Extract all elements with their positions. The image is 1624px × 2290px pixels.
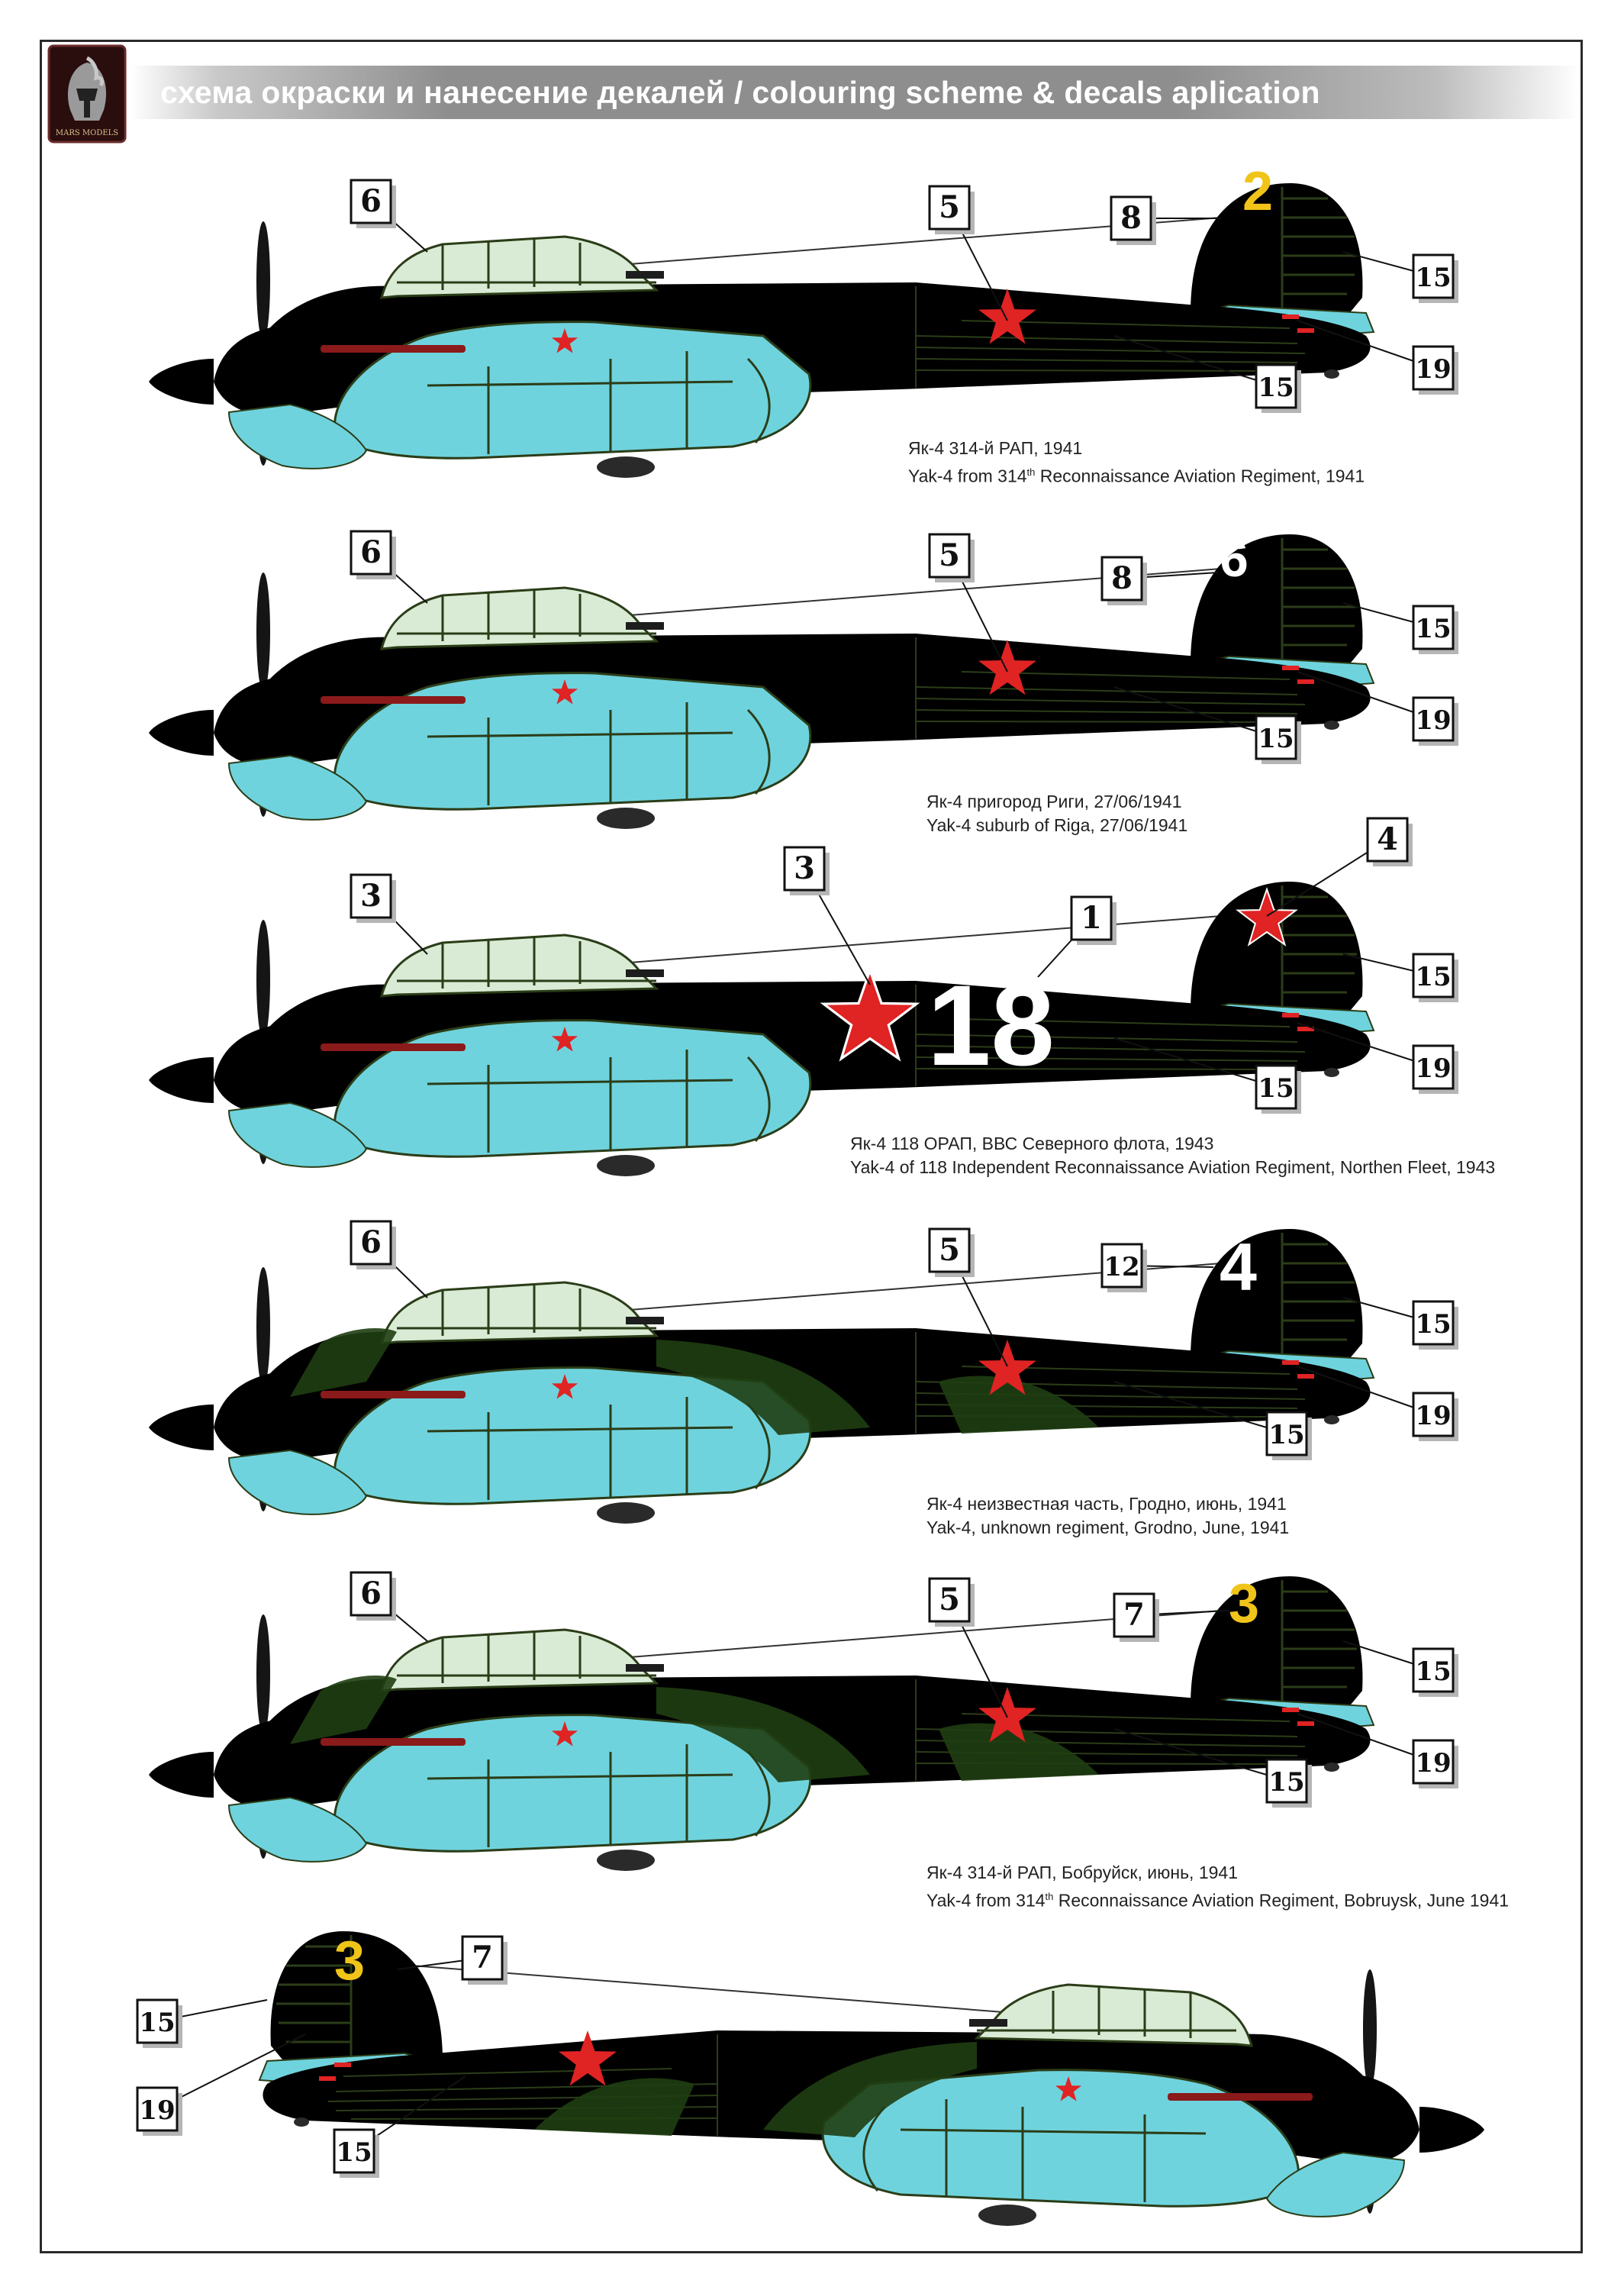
callout-number: 6 [360,1576,382,1611]
caption-en: Yak-4 of 118 Independent Reconnaissance Aviation Regiment, Northen Fleet, 1943 [850,1157,1496,1177]
callout-number: 1 [1081,900,1102,936]
fin-number-6: 3 [334,1930,366,1992]
callout-number: 19 [1415,1748,1452,1779]
caption-en: Yak-4 suburb of Riga, 27/06/1941 [926,815,1188,835]
caption-en: Yak-4, unknown regiment, Grodno, June, 1941 [926,1518,1290,1537]
aircraft-profile-5 [149,1573,1374,1871]
caption-ru: Як-4 314-й РАП, Бобруйск, июнь, 1941 [926,1863,1238,1882]
callout-number: 5 [939,1582,960,1618]
caption-profile-3 [850,1132,1495,1179]
callout-number: 8 [1120,200,1142,236]
callout-number: 7 [472,1940,493,1976]
fin-number: 4 [1220,1229,1257,1305]
callout-number: 15 [139,2008,176,2038]
callout-number: 19 [1415,1053,1452,1084]
fin-number: 3 [1229,1573,1260,1634]
callout-number: 5 [939,189,960,225]
callout-number: 8 [1111,560,1133,596]
fuselage-number: 18 [927,961,1055,1089]
callout-number: 15 [1258,724,1294,754]
logo-text: MARS MODELS [55,129,119,137]
callout-number: 15 [1415,1656,1452,1687]
aircraft-profile-4 [149,1229,1374,1524]
caption-ru: Як-4 314-й РАП, 1941 [908,438,1083,458]
caption-ru: Як-4 неизвестная часть, Гродно, июнь, 1941 [926,1494,1287,1514]
callout-number: 19 [1415,705,1452,736]
callout-number: 15 [336,2137,372,2168]
callout-number: 15 [1258,1073,1294,1104]
callout-number: 6 [360,183,382,219]
callout-number: 7 [1123,1597,1145,1633]
caption-ru: Як-4 пригород Риги, 27/06/1941 [926,792,1182,811]
callout-number: 3 [360,878,382,914]
callout-number: 6 [360,1224,382,1260]
callout-number: 5 [939,1232,960,1268]
caption-profile-4 [926,1492,1289,1540]
caption-profile-5 [926,1861,1509,1913]
callout-number: 15 [1415,263,1452,293]
aircraft-profile-1 [149,161,1374,478]
caption-en: Yak-4 from 314th Reconnaissance Aviation Regiment, 1941 [908,466,1365,486]
callout-number: 12 [1104,1252,1140,1282]
callout-number: 15 [1268,1420,1305,1450]
callout-number: 5 [939,537,960,573]
caption-profile-2 [926,790,1187,837]
callout-number: 15 [1415,962,1452,992]
callout-number: 19 [1415,354,1452,385]
callout-number: 6 [360,534,382,570]
callout-number: 19 [139,2095,176,2126]
fin-number: 6 [1220,530,1249,588]
fin-number: 2 [1242,161,1274,222]
callout-number: 19 [1415,1401,1452,1431]
callout-number: 15 [1415,614,1452,644]
caption-profile-1 [908,437,1365,489]
caption-en: Yak-4 from 314th Reconnaissance Aviation Regiment, Bobruysk, June 1941 [926,1890,1510,1911]
aircraft-profile-6 [259,1931,1484,2226]
callout-number: 3 [794,850,815,886]
caption-ru: Як-4 118 ОРАП, ВВС Северного флота, 1943 [850,1134,1214,1153]
callout-number: 15 [1268,1767,1305,1798]
page-title: схема окраски и нанесение декалей / colouring scheme & decals aplication [160,75,1320,110]
callout-number: 15 [1415,1309,1452,1340]
callout-number: 15 [1258,373,1294,403]
callout-number: 4 [1377,821,1398,857]
